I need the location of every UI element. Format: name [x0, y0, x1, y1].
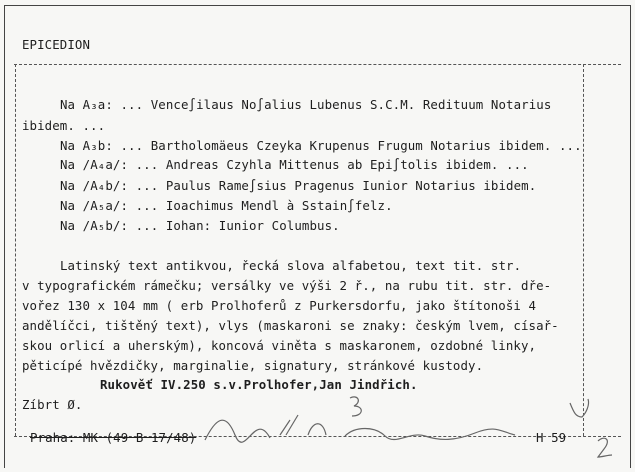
dashed-frame-left	[15, 64, 16, 436]
handwritten-corner-mark	[560, 395, 630, 465]
description-line: v typografickém rámečku; versálky ve výši 2 ř., na rubu tit. str. dře-	[22, 278, 552, 293]
description-line: vořez 130 x 104 mm ( erb Prolhoferů z Purkersdorfu, jako štítonoši 4	[22, 298, 537, 313]
entry-line: Na /A₄b/: ... Paulus Rame∫sius Pragenus Iunior Notarius ibidem.	[60, 178, 537, 193]
entry-line: Na A₃a: ... Vence∫ilaus No∫alius Lubenus S.C.M. Redituum Notarius	[60, 97, 552, 112]
description-line: Latinský text antikvou, řecká slova alfabetou, text tit. str.	[60, 258, 522, 273]
zibrt-note: Zíbrt Ø.	[22, 397, 83, 412]
attribution: Rukověť IV.250 s.v.Prolhofer,Jan Jindřich.	[100, 377, 418, 392]
entry-line: Na /A₄a/: ... Andreas Czyhla Mittenus ab Epi∫tolis ibidem. ...	[60, 157, 529, 172]
description-line: skou orlicí a uherským), koncová viněta s maskaronem, ozdobné linky,	[22, 338, 537, 353]
description-line: andělíčci, tištěný text), vlys (maskaroni se znaky: českým lvem, císař-	[22, 318, 559, 333]
dashed-frame-right	[583, 64, 584, 436]
description-line: pěticípé hvězdičky, marginalie, signatury, stránkové kustody.	[22, 358, 484, 373]
entry-line: ibidem. ...	[22, 118, 106, 133]
card-left-border	[4, 5, 5, 468]
card-title: EPICEDION	[22, 37, 91, 52]
handwritten-annotation	[195, 390, 535, 450]
footer-shelf: H 59	[536, 430, 567, 445]
entry-line: Na A₃b: ... Bartholomäeus Czeyka Krupenus Frugum Notarius ibidem. ...	[60, 138, 582, 153]
entry-line: Na /A₅a/: ... Ioachimus Mendl à Sstain∫felz.	[60, 198, 393, 213]
dashed-frame-top	[14, 64, 621, 65]
card-top-border	[4, 5, 631, 6]
entry-line: Na /A₅b/: ... Iohan: Iunior Columbus.	[60, 218, 340, 233]
card-right-border	[630, 5, 631, 468]
footer-location: Praha: MK (49 B 17/48)	[30, 430, 197, 445]
